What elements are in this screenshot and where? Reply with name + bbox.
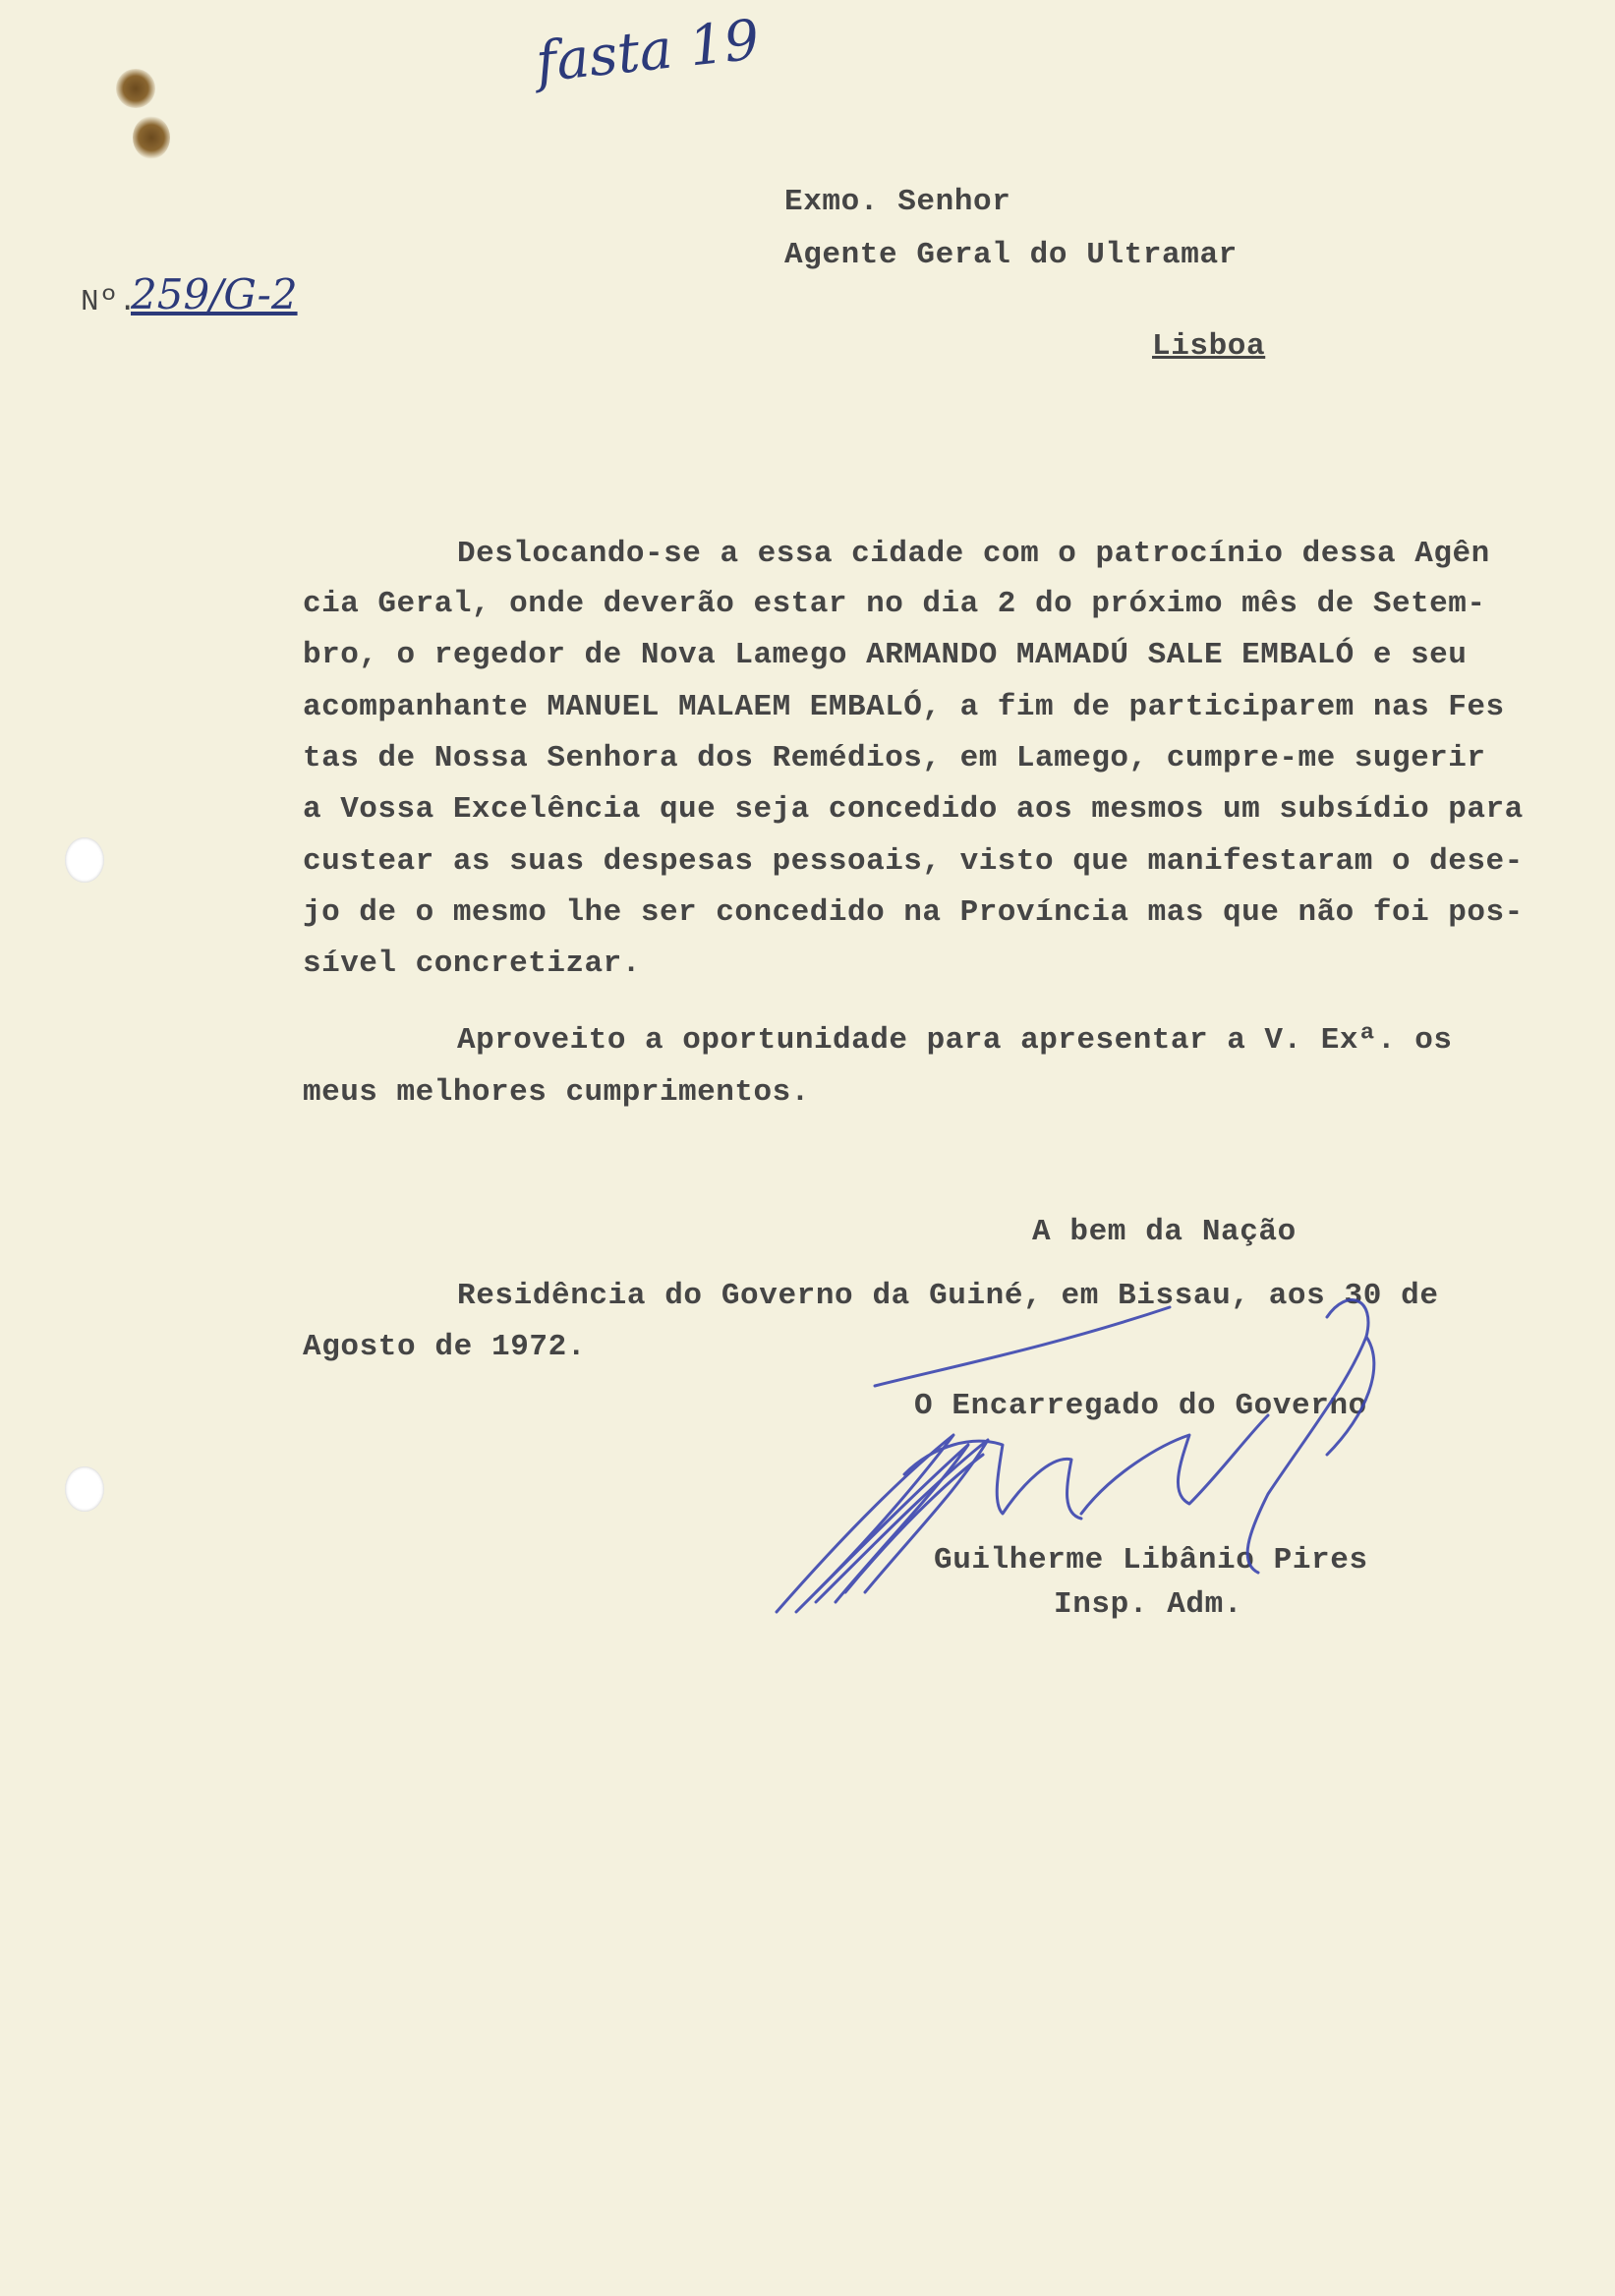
rust-stain: [116, 69, 155, 108]
body-line: meus melhores cumprimentos.: [303, 1075, 810, 1110]
addressee-line1: Exmo. Senhor: [784, 185, 1011, 219]
body-line: sível concretizar.: [303, 947, 641, 981]
signer-rank: Insp. Adm.: [1054, 1587, 1243, 1622]
body-line: jo de o mesmo lhe ser concedido na Província mas que não foi pos-: [303, 895, 1524, 930]
signer-name: Guilherme Libânio Pires: [934, 1543, 1368, 1578]
place-date-line2: Agosto de 1972.: [303, 1330, 587, 1364]
rust-stain: [133, 116, 170, 159]
body-line: Deslocando-se a essa cidade com o patrocínio dessa Agên: [457, 537, 1490, 571]
body-line: custear as suas despesas pessoais, visto que manifestaram o dese-: [303, 844, 1524, 879]
addressee-city: Lisboa: [1152, 329, 1266, 364]
body-line: tas de Nossa Senhora dos Remédios, em Lamego, cumpre-me sugerir: [303, 741, 1486, 775]
handwritten-note: fasta 19: [533, 8, 763, 95]
body-line: acompanhante MANUEL MALAEM EMBALÓ, a fim de participarem nas Fes: [303, 690, 1505, 724]
body-line: Aproveito a oportunidade para apresentar a V. Exª. os: [457, 1023, 1453, 1058]
body-line: cia Geral, onde deverão estar no dia 2 do próximo mês de Setem-: [303, 587, 1486, 621]
punch-hole-bottom: [65, 1466, 104, 1512]
body-line: bro, o regedor de Nova Lamego ARMANDO MAMADÚ SALE EMBALÓ e seu: [303, 638, 1468, 672]
signature-scribble: [757, 1278, 1445, 1592]
punch-hole-top: [65, 837, 104, 883]
closing-salutation: A bem da Nação: [1032, 1215, 1297, 1249]
reference-prefix: Nº.: [81, 285, 138, 319]
place-date-line1: Residência do Governo da Guiné, em Bissau, aos 30 de: [457, 1279, 1439, 1313]
addressee-line2: Agente Geral do Ultramar: [784, 238, 1238, 272]
signer-title: O Encarregado do Governo: [914, 1389, 1367, 1423]
body-line: a Vossa Excelência que seja concedido aos mesmos um subsídio para: [303, 792, 1524, 827]
reference-number: 259/G-2: [131, 270, 298, 318]
